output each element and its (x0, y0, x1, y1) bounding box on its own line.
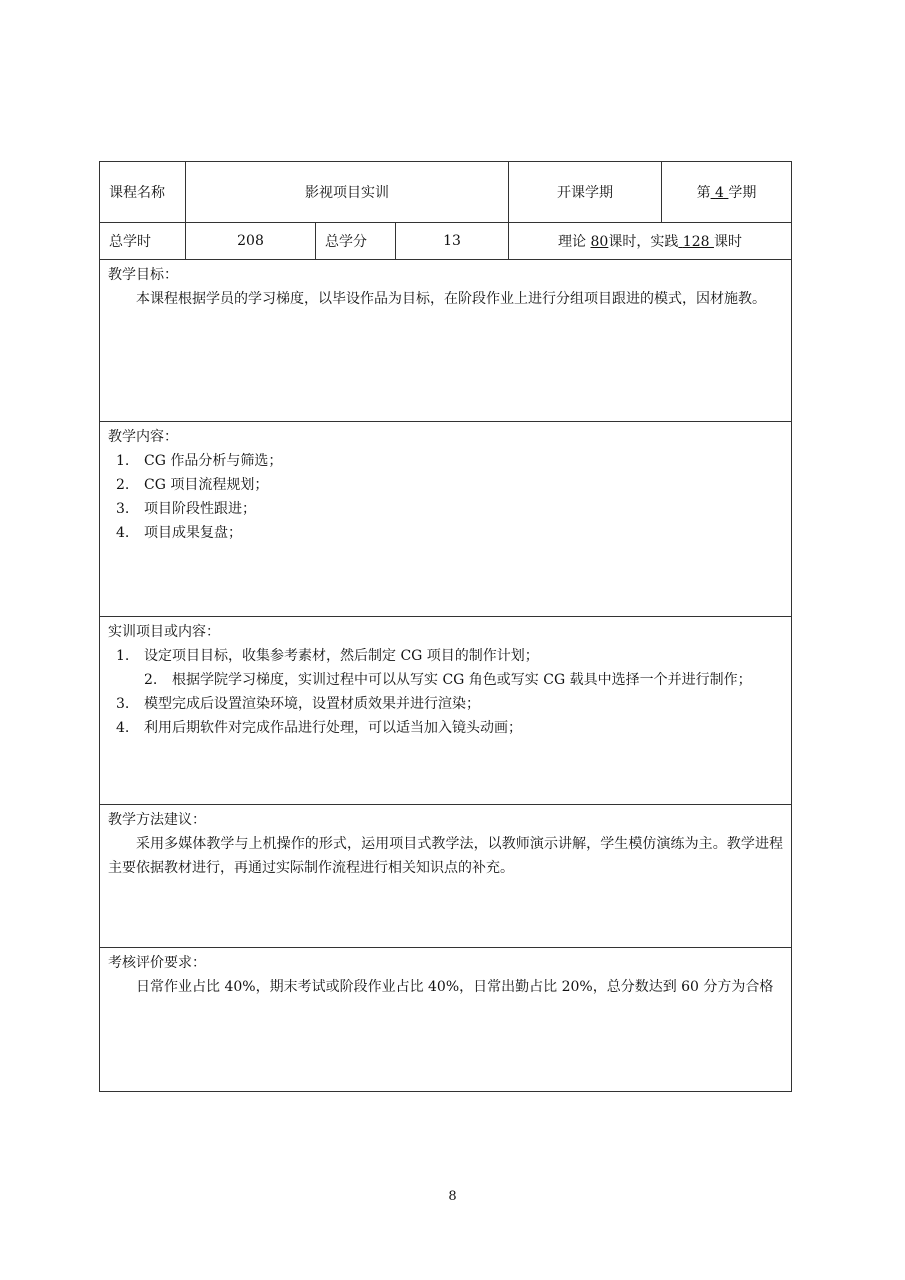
theory-prefix: 理论 (558, 234, 587, 250)
practice-section (100, 617, 792, 805)
hours-breakdown (509, 223, 792, 260)
semester-value: 4 (715, 185, 724, 201)
objective-section (100, 260, 792, 422)
practice-title: 实训项目或内容： (108, 624, 220, 640)
list-item: 2. 根据学院学习梯度，实训过程中可以从写实 CG 角色或写实 CG 载具中选择一个并进行制作； (144, 672, 752, 688)
content-title: 教学内容： (108, 429, 178, 445)
assessment-text: 日常作业占比 40%，期末考试或阶段作业占比 40%，日常出勤占比 20%，总分数达到 60 分方为合格 (136, 979, 774, 995)
course-name-label: 课程名称 (100, 162, 186, 223)
method-section (100, 805, 792, 948)
course-table (99, 161, 792, 1092)
list-item: 1. 设定项目目标，收集参考素材，然后制定 CG 项目的制作计划； (116, 648, 539, 664)
assessment-section (100, 948, 792, 1092)
objective-row (100, 260, 792, 422)
list-item: 3. 模型完成后设置渲染环境，设置材质效果并进行渲染； (116, 696, 480, 712)
content-list (108, 449, 783, 545)
course-name-row (100, 162, 792, 223)
semester-prefix: 第 (696, 185, 711, 201)
page-number: 8 (448, 1189, 457, 1204)
hours-row (100, 223, 792, 260)
course-name-value: 影视项目实训 (186, 162, 509, 223)
practice-hours: 128 (682, 234, 710, 250)
practice-suffix: 课时 (713, 234, 742, 250)
objective-title: 教学目标： (108, 267, 178, 283)
practice-row (100, 617, 792, 805)
assessment-row (100, 948, 792, 1092)
semester-label: 开课学期 (509, 162, 662, 223)
method-text: 采用多媒体教学与上机操作的形式，运用项目式教学法，以教师演示讲解，学生模仿演练为主。教学进程主要依据教材进行，再通过实际制作流程进行相关知识点的补充。 (108, 836, 784, 876)
assessment-title: 考核评价要求： (108, 955, 206, 971)
theory-suffix: 课时，实践 (608, 234, 679, 250)
semester-cell (662, 162, 792, 223)
total-hours-label: 总学时 (100, 223, 186, 260)
total-credits-value: 13 (396, 223, 509, 260)
list-item: 4. 利用后期软件对完成作品进行处理，可以适当加入镜头动画； (116, 720, 522, 736)
content-row (100, 422, 792, 617)
list-item: 4. 项目成果复盘； (116, 525, 242, 541)
method-row (100, 805, 792, 948)
total-credits-label: 总学分 (316, 223, 396, 260)
total-hours-value: 208 (186, 223, 316, 260)
list-item: 2. CG 项目流程规划； (116, 477, 269, 493)
semester-suffix: 学期 (728, 185, 757, 201)
list-item: 3. 项目阶段性跟进； (116, 501, 256, 517)
content-section (100, 422, 792, 617)
objective-text: 本课程根据学员的学习梯度，以毕设作品为目标，在阶段作业上进行分组项目跟进的模式，因材施教。 (136, 291, 766, 307)
practice-list (108, 644, 783, 740)
list-item: 1. CG 作品分析与筛选； (116, 453, 283, 469)
theory-hours: 80 (590, 234, 609, 250)
method-title: 教学方法建议： (108, 812, 206, 828)
